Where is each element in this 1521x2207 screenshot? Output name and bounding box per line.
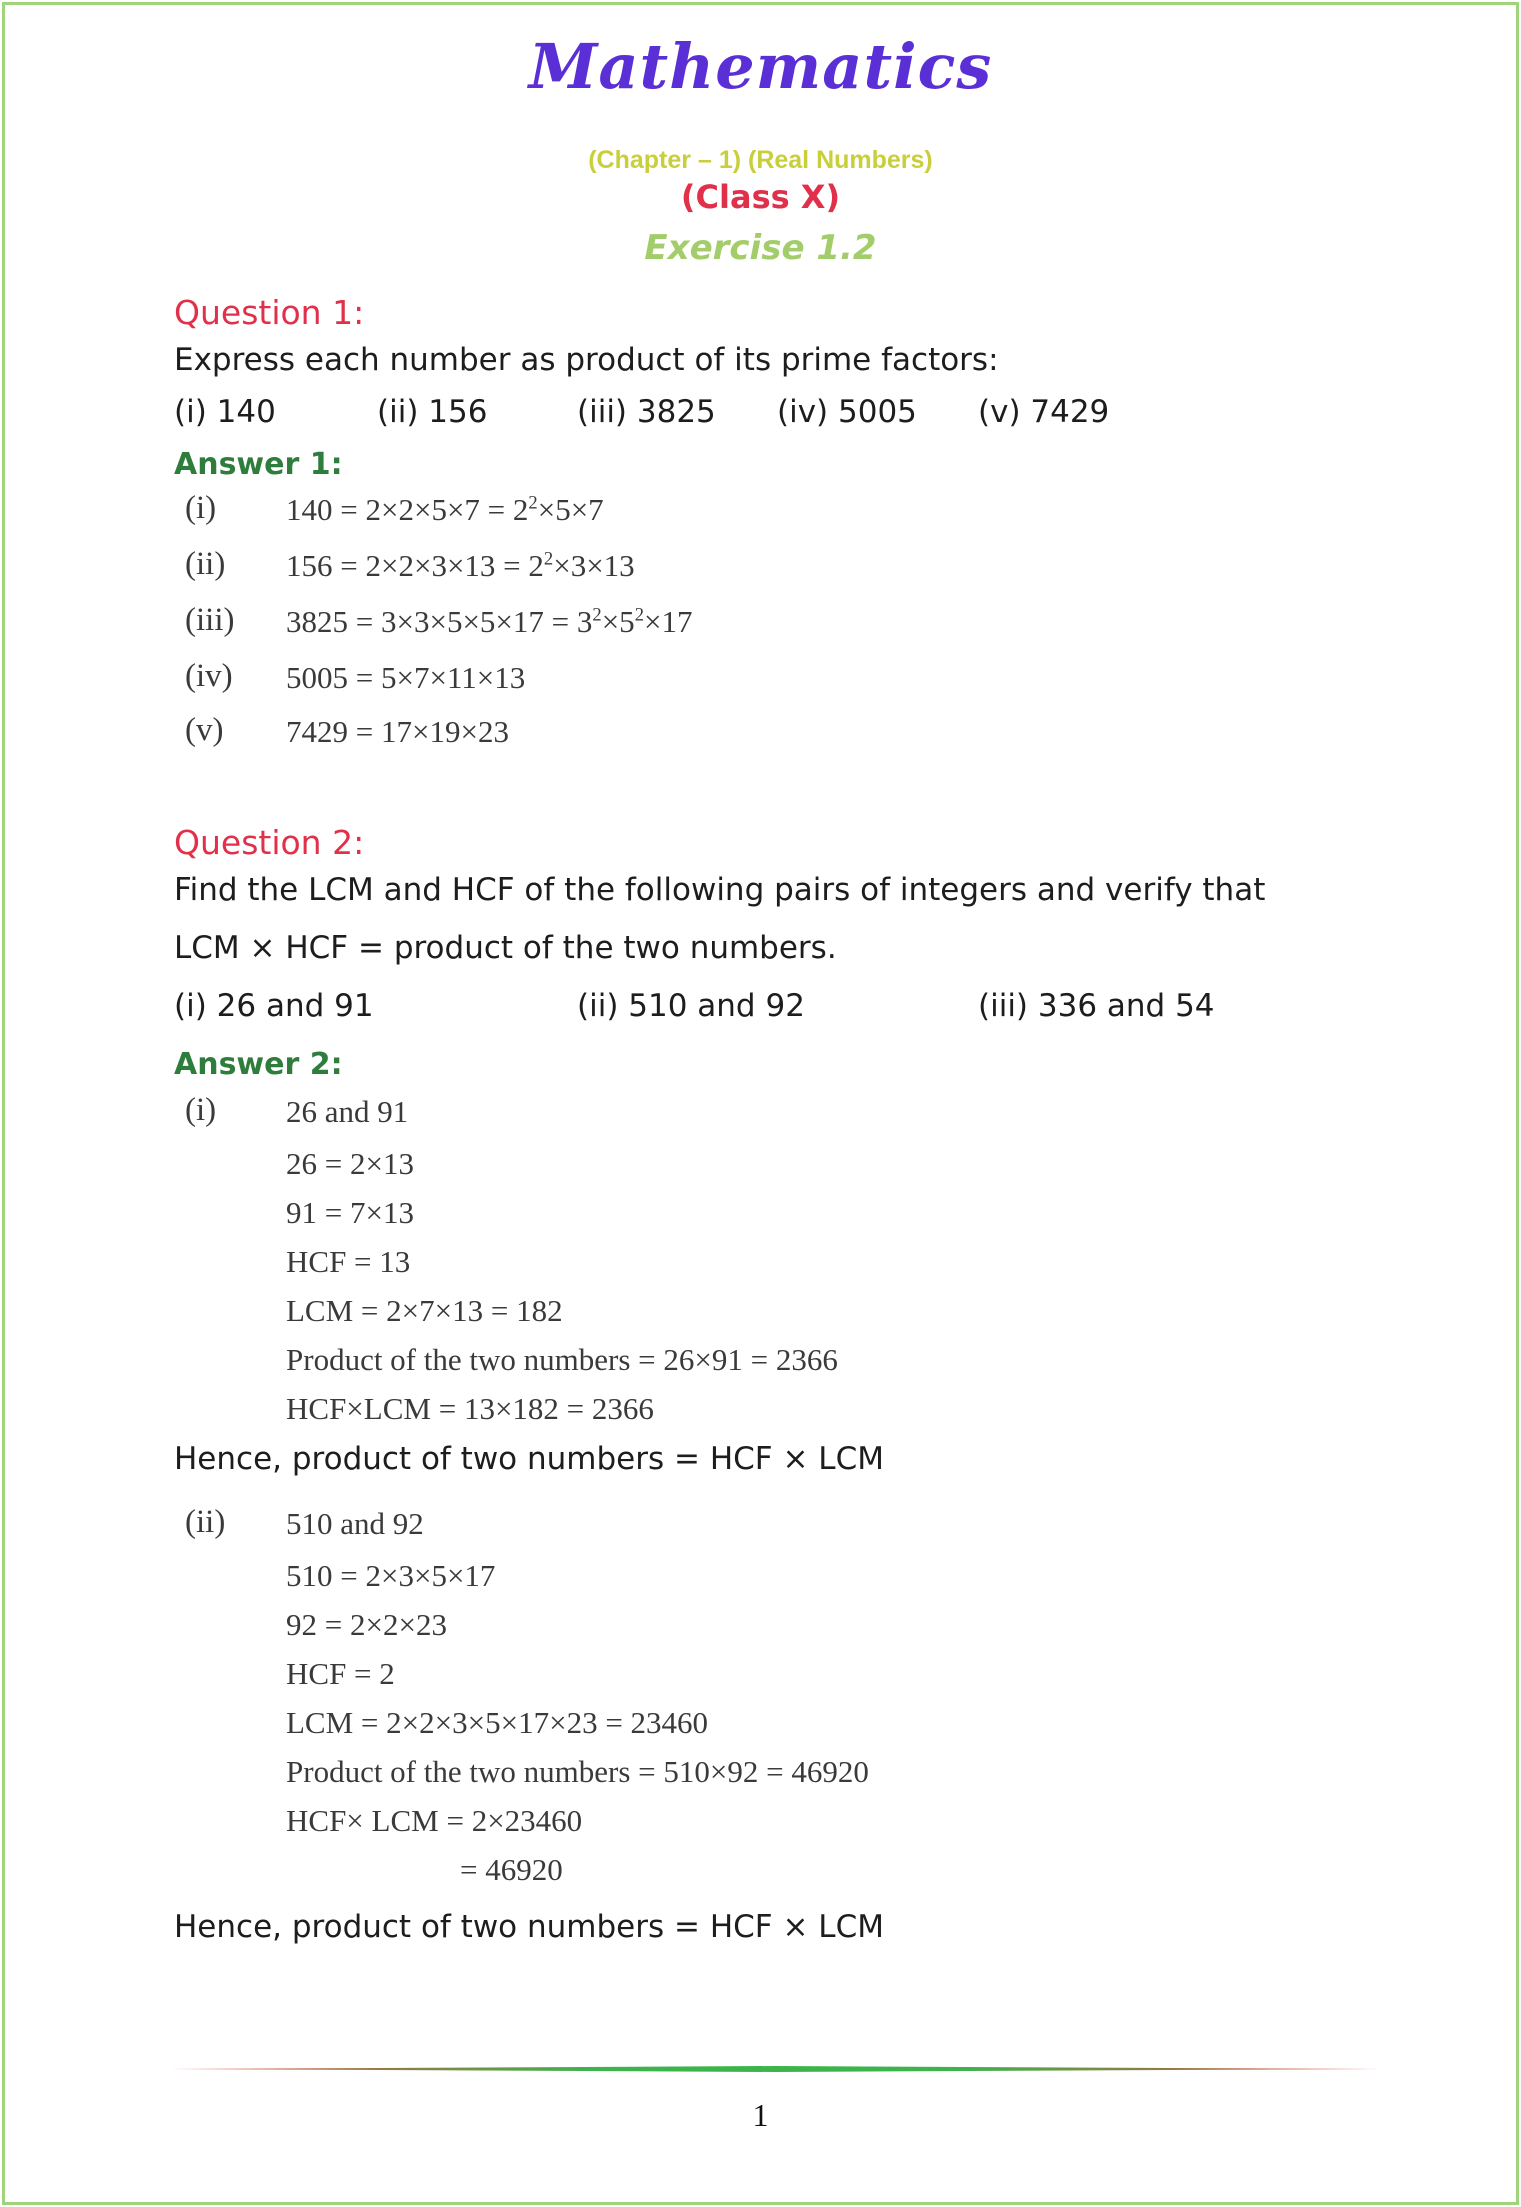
question-1-option: (ii) 156	[377, 394, 488, 430]
page-title: Mathematics	[528, 30, 993, 103]
page-number: 1	[752, 2097, 769, 2133]
answer-2-conclusion: Hence, product of two numbers = HCF × LCM	[174, 1441, 884, 1477]
answer-1-line: 7429 = 17×19×23	[286, 714, 509, 749]
answer-label: (ii)	[185, 1504, 226, 1540]
chapter-heading: (Chapter – 1) (Real Numbers)	[588, 146, 933, 174]
class-heading: (Class X)	[680, 178, 841, 216]
question-2-heading: Question 2:	[174, 823, 365, 862]
answer-1-line: $3825 = 3\times 3\times 5\times 5\times 17 = 3^2\times 5^2\times 17$	[286, 604, 693, 639]
answer-2-line: 510 and 92	[286, 1506, 424, 1541]
question-1-option: (v) 7429	[978, 394, 1110, 430]
answer-2-heading: Answer 2:	[174, 1047, 343, 1082]
answer-2-line: Product of the two numbers = 26×91 = 2366	[286, 1342, 838, 1377]
answer-1-line: 5005 = 5×7×11×13	[286, 660, 526, 695]
answer-2-line: 91 = 7×13	[286, 1195, 414, 1230]
answer-2-line: = 46920	[460, 1852, 563, 1887]
answer-2-line: HCF×LCM = 13×182 = 2366	[286, 1391, 654, 1426]
answer-label: (iii)	[185, 602, 235, 638]
question-1-option: (iii) 3825	[577, 394, 716, 430]
question-2-option: (ii) 510 and 92	[577, 988, 805, 1024]
answer-2-line: HCF× LCM = 2×23460	[286, 1803, 583, 1838]
question-1-text: Express each number as product of its prime factors:	[174, 342, 999, 378]
answer-2-line: Product of the two numbers = 510×92 = 46920	[286, 1754, 869, 1789]
answer-2-line: 92 = 2×2×23	[286, 1607, 447, 1642]
answer-2-line: 510 = 2×3×5×17	[286, 1558, 496, 1593]
answer-label: (iv)	[185, 658, 233, 694]
answer-label: (i)	[185, 490, 217, 526]
question-2-option: (i) 26 and 91	[174, 988, 374, 1024]
answer-1-line: $156 = 2\times 2\times 3\times 13 = 2^2\times 3\times 13$	[286, 548, 635, 583]
question-1-option: (i) 140	[174, 394, 276, 430]
question-2-text: LCM × HCF = product of the two numbers.	[174, 930, 837, 966]
answer-label: (ii)	[185, 546, 226, 582]
page-border	[2, 2, 1519, 2205]
answer-2-line: HCF = 2	[286, 1656, 395, 1691]
answer-2-line: HCF = 13	[286, 1244, 411, 1279]
answer-1-heading: Answer 1:	[174, 447, 343, 482]
question-2-option: (iii) 336 and 54	[978, 988, 1215, 1024]
footer-divider	[170, 2066, 1380, 2072]
question-1-heading: Question 1:	[174, 293, 365, 332]
answer-2-line: LCM = 2×2×3×5×17×23 = 23460	[286, 1705, 709, 1740]
answer-2-line: LCM = 2×7×13 = 182	[286, 1293, 563, 1328]
answer-1-line: $140 = 2\times 2\times 5\times 7 = 2^2\times 5\times 7$	[286, 492, 604, 527]
answer-2-line: 26 = 2×13	[286, 1146, 414, 1181]
answer-label: (v)	[185, 712, 224, 748]
exercise-heading: Exercise 1.2	[644, 228, 877, 268]
answer-label: (i)	[185, 1092, 217, 1128]
answer-2-line: 26 and 91	[286, 1094, 409, 1129]
answer-2-conclusion: Hence, product of two numbers = HCF × LCM	[174, 1909, 884, 1945]
question-2-text: Find the LCM and HCF of the following pairs of integers and verify that	[174, 872, 1266, 908]
question-1-option: (iv) 5005	[777, 394, 917, 430]
